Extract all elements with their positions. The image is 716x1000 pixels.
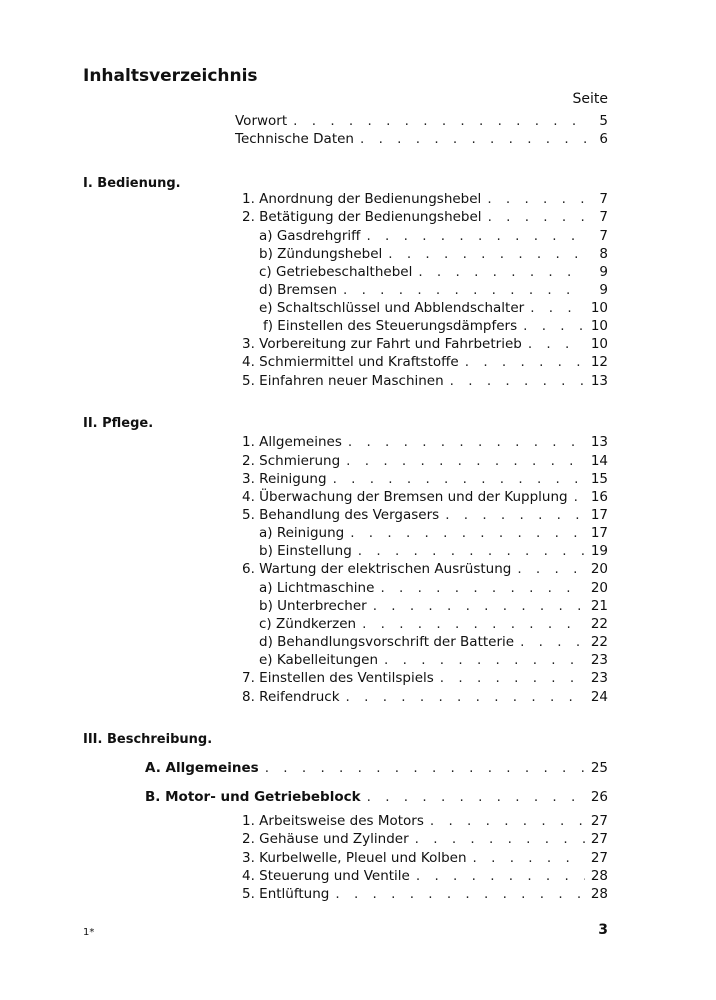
toc-page-number: 9 [599, 264, 608, 280]
toc-label: 5. Entlüftung [242, 886, 330, 902]
leader-dots [574, 488, 585, 506]
toc-label: 6. Wartung der elektrischen Ausrüstung [242, 561, 512, 577]
toc-page-number: 27 [590, 850, 608, 866]
toc-label: 5. Behandlung des Vergasers [242, 507, 440, 523]
toc-page-number: 8 [599, 246, 608, 262]
toc-label: f) Einstellen des Steuerungsdämpfers [263, 318, 518, 334]
toc-entry-allgemeines[interactable] [145, 759, 608, 777]
toc-page-number: 21 [590, 598, 608, 614]
toc-page-number: 20 [590, 561, 608, 577]
leader-dots [440, 669, 585, 687]
toc-label: a) Lichtmaschine [259, 580, 375, 596]
toc-page-number: 17 [590, 507, 608, 523]
toc-entry[interactable] [242, 470, 608, 488]
toc-label: b) Unterbrecher [259, 598, 367, 614]
toc-entry[interactable] [259, 299, 608, 317]
toc-entry[interactable] [242, 506, 608, 524]
leader-dots [265, 759, 585, 777]
page-title: Inhaltsverzeichnis [83, 66, 258, 86]
section-heading-bedienung: I. Bedienung. [83, 176, 181, 191]
toc-label: 4. Überwachung der Bremsen und der Kupplung [242, 489, 568, 505]
toc-entry[interactable] [242, 560, 608, 578]
toc-label: B. Motor- und Getriebeblock [145, 789, 361, 805]
leader-dots [388, 245, 586, 263]
toc-entry[interactable] [259, 579, 608, 597]
toc-entry[interactable] [242, 849, 608, 867]
leader-dots [384, 651, 585, 669]
toc-entry[interactable] [242, 190, 608, 208]
toc-page-number: 23 [590, 652, 608, 668]
toc-entry-technische-daten[interactable] [235, 130, 608, 148]
toc-page-number: 7 [599, 191, 608, 207]
leader-dots [523, 317, 585, 335]
toc-entry[interactable] [242, 353, 608, 371]
leader-dots [415, 830, 585, 848]
leader-dots [350, 524, 585, 542]
leader-dots [380, 579, 584, 597]
leader-dots [528, 335, 585, 353]
toc-label: 3. Kurbelwelle, Pleuel und Kolben [242, 850, 467, 866]
leader-dots [445, 506, 585, 524]
toc-page-number: 27 [590, 813, 608, 829]
toc-label: 4. Steuerung und Ventile [242, 868, 410, 884]
toc-label: 8. Reifendruck [242, 689, 340, 705]
toc-label: 5. Einfahren neuer Maschinen [242, 373, 444, 389]
page-number: 3 [598, 922, 608, 938]
leader-dots [530, 299, 585, 317]
toc-page-number: 28 [590, 886, 608, 902]
toc-page-number: 16 [590, 489, 608, 505]
toc-page-number: 22 [590, 616, 608, 632]
toc-page-number: 7 [599, 209, 608, 225]
toc-entry[interactable] [242, 812, 608, 830]
toc-label: 4. Schmiermittel und Kraftstoffe [242, 354, 459, 370]
leader-dots [517, 560, 584, 578]
toc-page-number: 14 [590, 453, 608, 469]
toc-page-number: 20 [590, 580, 608, 596]
toc-label: c) Zündkerzen [259, 616, 357, 632]
toc-page-number: 26 [590, 789, 608, 805]
toc-label: A. Allgemeines [145, 760, 259, 776]
leader-dots [473, 849, 585, 867]
leader-dots [360, 130, 586, 148]
toc-label: 3. Vorbereitung zur Fahrt und Fahrbetrieb [242, 336, 522, 352]
toc-page-number: 22 [590, 634, 608, 650]
toc-label: 2. Betätigung der Bedienungshebel [242, 209, 482, 225]
toc-entry[interactable] [259, 597, 608, 615]
toc-page-number: 12 [590, 354, 608, 370]
toc-page-number: 23 [590, 670, 608, 686]
toc-entry[interactable] [259, 263, 608, 281]
leader-dots [488, 208, 586, 226]
toc-label: e) Schaltschlüssel und Abblendschalter [259, 300, 525, 316]
toc-page-number: 19 [590, 543, 608, 559]
toc-label: e) Kabelleitungen [259, 652, 379, 668]
toc-entry[interactable] [242, 452, 608, 470]
leader-dots [487, 190, 586, 208]
toc-label: 2. Gehäuse und Zylinder [242, 831, 409, 847]
toc-entry-motor-getriebeblock[interactable] [145, 788, 608, 806]
toc-entry[interactable] [242, 669, 608, 687]
toc-page-number: 9 [599, 282, 608, 298]
section-heading-pflege: II. Pflege. [83, 416, 154, 431]
leader-dots [465, 353, 585, 371]
leader-dots [346, 688, 585, 706]
toc-entry[interactable] [242, 208, 608, 226]
leader-dots [343, 281, 586, 299]
toc-label: Technische Daten [235, 131, 354, 147]
toc-entry[interactable] [242, 830, 608, 848]
toc-entry-vorwort[interactable] [235, 112, 608, 130]
toc-entry[interactable] [259, 281, 608, 299]
toc-page-number: 7 [599, 228, 608, 244]
toc-label: 1. Anordnung der Bedienungshebel [242, 191, 482, 207]
signature-mark: 1* [83, 927, 95, 938]
page-column-header: Seite [572, 91, 608, 107]
leader-dots [293, 112, 586, 130]
toc-page-number: 5 [599, 113, 608, 129]
toc-label: b) Zündungshebel [259, 246, 383, 262]
toc-page-number: 28 [590, 868, 608, 884]
leader-dots [333, 470, 585, 488]
leader-dots [367, 788, 585, 806]
toc-label: 1. Arbeitsweise des Motors [242, 813, 424, 829]
leader-dots [335, 885, 584, 903]
toc-page-number: 13 [590, 373, 608, 389]
toc-entry[interactable] [242, 335, 608, 353]
toc-page-number: 15 [590, 471, 608, 487]
toc-entry[interactable] [263, 317, 608, 335]
toc-page-number: 10 [590, 300, 608, 316]
toc-page-number: 13 [590, 434, 608, 450]
toc-label: d) Behandlungsvorschrift der Batterie [259, 634, 515, 650]
leader-dots [418, 263, 586, 281]
leader-dots [348, 433, 585, 451]
toc-entry[interactable] [259, 227, 608, 245]
toc-label: Vorwort [235, 113, 288, 129]
leader-dots [366, 227, 586, 245]
toc-label: 1. Allgemeines [242, 434, 342, 450]
toc-page-number: 10 [590, 336, 608, 352]
leader-dots [362, 615, 585, 633]
toc-entry[interactable] [259, 524, 608, 542]
leader-dots [358, 542, 585, 560]
toc-page-number: 27 [590, 831, 608, 847]
toc-label: 2. Schmierung [242, 453, 341, 469]
toc-page-number: 24 [590, 689, 608, 705]
leader-dots [373, 597, 585, 615]
toc-entry[interactable] [259, 615, 608, 633]
toc-entry[interactable] [259, 245, 608, 263]
toc-label: 7. Einstellen des Ventilspiels [242, 670, 434, 686]
toc-entry[interactable] [242, 867, 608, 885]
toc-entry[interactable] [242, 488, 608, 506]
toc-label: a) Reinigung [259, 525, 345, 541]
toc-entry[interactable] [242, 885, 608, 903]
section-heading-beschreibung: III. Beschreibung. [83, 732, 213, 747]
toc-page-number: 10 [590, 318, 608, 334]
leader-dots [346, 452, 585, 470]
toc-entry[interactable] [242, 372, 608, 390]
leader-dots [416, 867, 585, 885]
toc-label: d) Bremsen [259, 282, 337, 298]
toc-label: 3. Reinigung [242, 471, 327, 487]
leader-dots [450, 372, 585, 390]
toc-label: b) Einstellung [259, 543, 352, 559]
toc-page-number: 17 [590, 525, 608, 541]
toc-page-number: 6 [599, 131, 608, 147]
toc-label: c) Getriebeschalthebel [259, 264, 413, 280]
toc-entry[interactable] [242, 688, 608, 706]
toc-entry[interactable] [242, 433, 608, 451]
leader-dots [520, 633, 585, 651]
toc-entry[interactable] [259, 651, 608, 669]
toc-entry[interactable] [259, 542, 608, 560]
leader-dots [430, 812, 585, 830]
toc-label: a) Gasdrehgriff [259, 228, 361, 244]
toc-page-number: 25 [590, 760, 608, 776]
toc-entry[interactable] [259, 633, 608, 651]
